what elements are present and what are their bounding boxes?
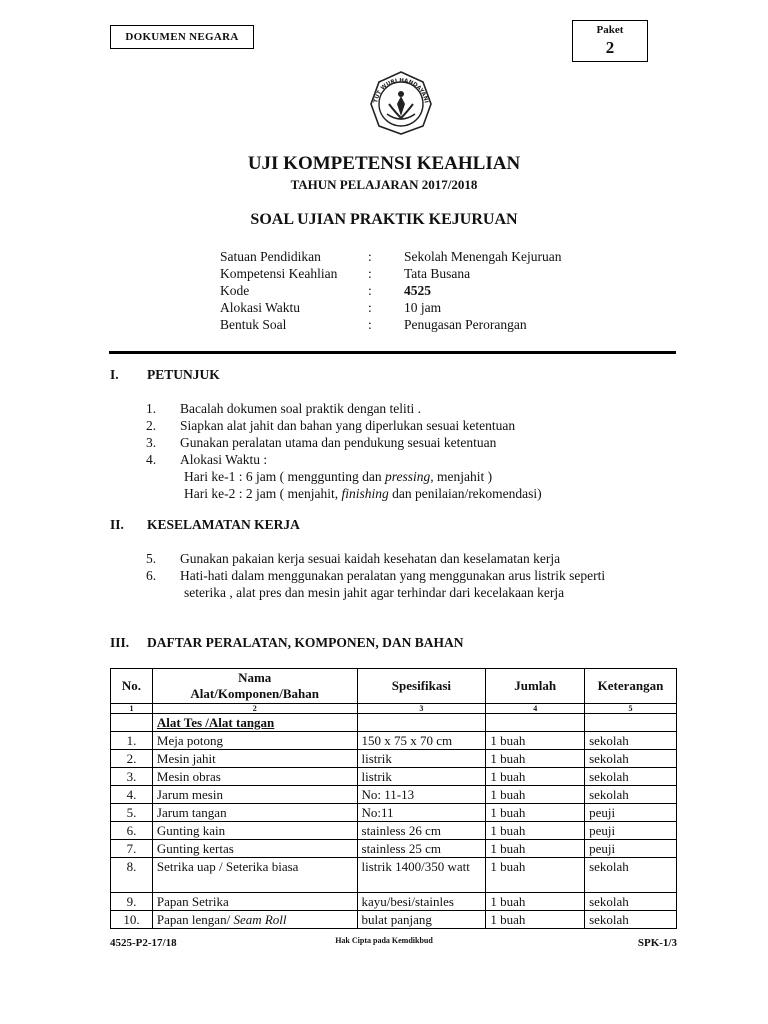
table-row [111,858,677,893]
col-header-note: Keterangan [585,669,677,704]
cell-name: Gunting kain [152,822,357,840]
cell-no: 1. [111,732,153,750]
info-sep: : [368,300,372,315]
cell-qty: 1 buah [486,893,585,911]
table-header-row [111,669,677,704]
col-header-no: No. [111,669,153,704]
info-key: Kode [220,283,250,298]
cell-note: sekolah [585,786,677,804]
paket-label: Paket [596,24,624,36]
item-number: 2. [146,418,157,433]
info-sep: : [368,249,372,264]
col-header-name-line1: Nama [238,670,272,685]
section-keselamatan-heading [110,517,300,533]
cell-spec: 150 x 75 x 70 cm [357,732,486,750]
cell-spec: bulat panjang [357,911,486,929]
cell-name: Jarum tangan [152,804,357,822]
cell-no: 2. [111,750,153,768]
item-text: Alokasi Waktu : [180,452,268,467]
table-group-row [111,714,677,732]
item-text: Gunakan pakaian kerja sesuai kaidah kesehatan dan keselamatan kerja [180,551,561,566]
list-item [146,418,542,435]
cell-name: Mesin jahit [152,750,357,768]
section-number: II. [110,517,124,532]
cell-spec: No:11 [357,804,486,822]
list-item [146,568,605,585]
section-title: KESELAMATAN KERJA [147,517,300,532]
col-index: 1 [111,704,153,714]
cell-no: 7. [111,840,153,858]
item-text: Siapkan alat jahit dan bahan yang diperlukan sesuai ketentuan [180,418,516,433]
hari-1-text-end: menjahit ) [433,469,493,484]
info-key: Alokasi Waktu [220,300,301,315]
footer-page: SPK-1/3 [637,937,677,949]
equipment-table [110,668,677,929]
info-key: Kompetensi Keahlian [220,266,338,281]
list-item [146,551,605,568]
cell-name-italic: Seam Roll [233,912,287,927]
info-value: Penugasan Perorangan [404,317,527,332]
info-key: Bentuk Soal [220,317,287,332]
cell-note: peuji [585,840,677,858]
cell-no: 6. [111,822,153,840]
cell-qty: 1 buah [486,732,585,750]
col-header-name-line2: Alat/Komponen/Bahan [190,686,319,701]
cell-name: Gunting kertas [152,840,357,858]
list-item [146,435,542,452]
info-sep: : [368,283,372,298]
cell-note: sekolah [585,768,677,786]
cell-no: 9. [111,893,153,911]
hari-1-line [146,469,542,486]
cell-name: Setrika uap / Seterika biasa [152,858,357,893]
table-row [111,786,677,804]
info-key: Satuan Pendidikan [220,249,321,264]
list-item-continuation [146,585,605,602]
cell-name: Mesin obras [152,768,357,786]
col-index: 3 [357,704,486,714]
cell-note: sekolah [585,893,677,911]
item-number: 3. [146,435,157,450]
document-label: DOKUMEN NEGARA [125,31,239,43]
keselamatan-list [146,551,605,602]
section-title: DAFTAR PERALATAN, KOMPONEN, DAN BAHAN [147,635,464,650]
cell-qty: 1 buah [486,804,585,822]
svg-text:TUT WURI HANDAYANI: TUT WURI HANDAYANI [373,77,429,104]
hari-1-italic: pressing, [384,469,434,484]
hari-2-line [146,486,542,503]
table-row [111,822,677,840]
cell-note: sekolah [585,732,677,750]
section-peralatan-heading [110,635,464,651]
hari-1-text: Hari ke-1 : 6 jam ( menggunting dan [184,469,385,484]
cell-qty: 1 buah [486,750,585,768]
hari-2-text: Hari ke-2 : 2 jam ( menjahit, [184,486,342,501]
cell-no: 8. [111,858,153,893]
cell-spec: listrik [357,768,486,786]
info-value: 4525 [404,283,431,298]
table-row [111,750,677,768]
tut-wuri-handayani-logo [365,70,437,136]
section-number: III. [110,635,130,650]
footer-code: 4525-P2-17/18 [110,937,177,949]
cell-spec: kayu/besi/stainles [357,893,486,911]
item-text: Bacalah dokumen soal praktik dengan teliti . [180,401,422,416]
cell-qty: 1 buah [486,858,585,893]
cell-qty: 1 buah [486,768,585,786]
info-value: Sekolah Menengah Kejuruan [404,249,562,264]
cell-no: 10. [111,911,153,929]
item-text: Gunakan peralatan utama dan pendukung sesuai ketentuan [180,435,497,450]
exam-subtitle: SOAL UJIAN PRAKTIK KEJURUAN [250,211,518,228]
hari-2-italic: finishing [341,486,389,501]
info-row [220,283,561,300]
cell-spec: No: 11-13 [357,786,486,804]
col-header-name [152,669,357,704]
cell-name [152,911,357,929]
col-index: 4 [486,704,585,714]
table-index-row [111,704,677,714]
cell-no: 4. [111,786,153,804]
table-row [111,911,677,929]
cell-qty: 1 buah [486,911,585,929]
col-header-qty: Jumlah [486,669,585,704]
cell-name-text: Papan lengan/ [156,912,234,927]
exam-year: TAHUN PELAJARAN 2017/2018 [290,177,478,192]
list-item [146,452,542,469]
item-text: seterika , alat pres dan mesin jahit agar terhindar dari kecelakaan kerja [184,585,565,600]
cell-qty: 1 buah [486,786,585,804]
table-row [111,840,677,858]
cell-name: Meja potong [152,732,357,750]
info-value: Tata Busana [404,266,471,281]
cell-name: Papan Setrika [152,893,357,911]
document-label-box [110,25,254,49]
cell-note: sekolah [585,911,677,929]
cell-spec: listrik [357,750,486,768]
cell-spec: stainless 26 cm [357,822,486,840]
table-row [111,804,677,822]
petunjuk-list [146,401,542,503]
col-index: 5 [585,704,677,714]
cell-note: peuji [585,804,677,822]
hari-2-text-end: dan penilaian/rekomendasi) [388,486,542,501]
info-row [220,266,561,283]
col-header-spec: Spesifikasi [357,669,486,704]
item-number: 6. [146,568,157,583]
group-label: Alat Tes /Alat tangan [152,714,357,732]
section-number: I. [110,367,119,382]
table-row [111,768,677,786]
list-item [146,401,542,418]
item-number: 5. [146,551,157,566]
cell-no: 5. [111,804,153,822]
cell-no: 3. [111,768,153,786]
exam-info [220,249,561,334]
item-text: Hati-hati dalam menggunakan peralatan yang menggunakan arus listrik seperti [180,568,606,583]
cell-note: peuji [585,822,677,840]
section-petunjuk-heading [110,367,220,383]
item-number: 4. [146,452,157,467]
col-index: 2 [152,704,357,714]
cell-name: Jarum mesin [152,786,357,804]
info-sep: : [368,266,372,281]
cell-qty: 1 buah [486,822,585,840]
table-row [111,893,677,911]
horizontal-rule [109,351,676,354]
table-row [111,732,677,750]
info-value: 10 jam [404,300,442,315]
info-row [220,300,561,317]
section-title: PETUNJUK [147,367,220,382]
info-row [220,249,561,266]
info-row [220,317,561,334]
paket-box [572,20,648,62]
exam-main-title: UJI KOMPETENSI KEAHLIAN [247,153,521,174]
cell-note: sekolah [585,750,677,768]
cell-qty: 1 buah [486,840,585,858]
cell-spec: listrik 1400/350 watt [357,858,486,893]
item-number: 1. [146,401,157,416]
cell-spec: stainless 25 cm [357,840,486,858]
footer-copyright: Hak Cipta pada Kemdikbud [335,936,433,945]
paket-number: 2 [605,38,615,57]
cell-note: sekolah [585,858,677,893]
info-sep: : [368,317,372,332]
